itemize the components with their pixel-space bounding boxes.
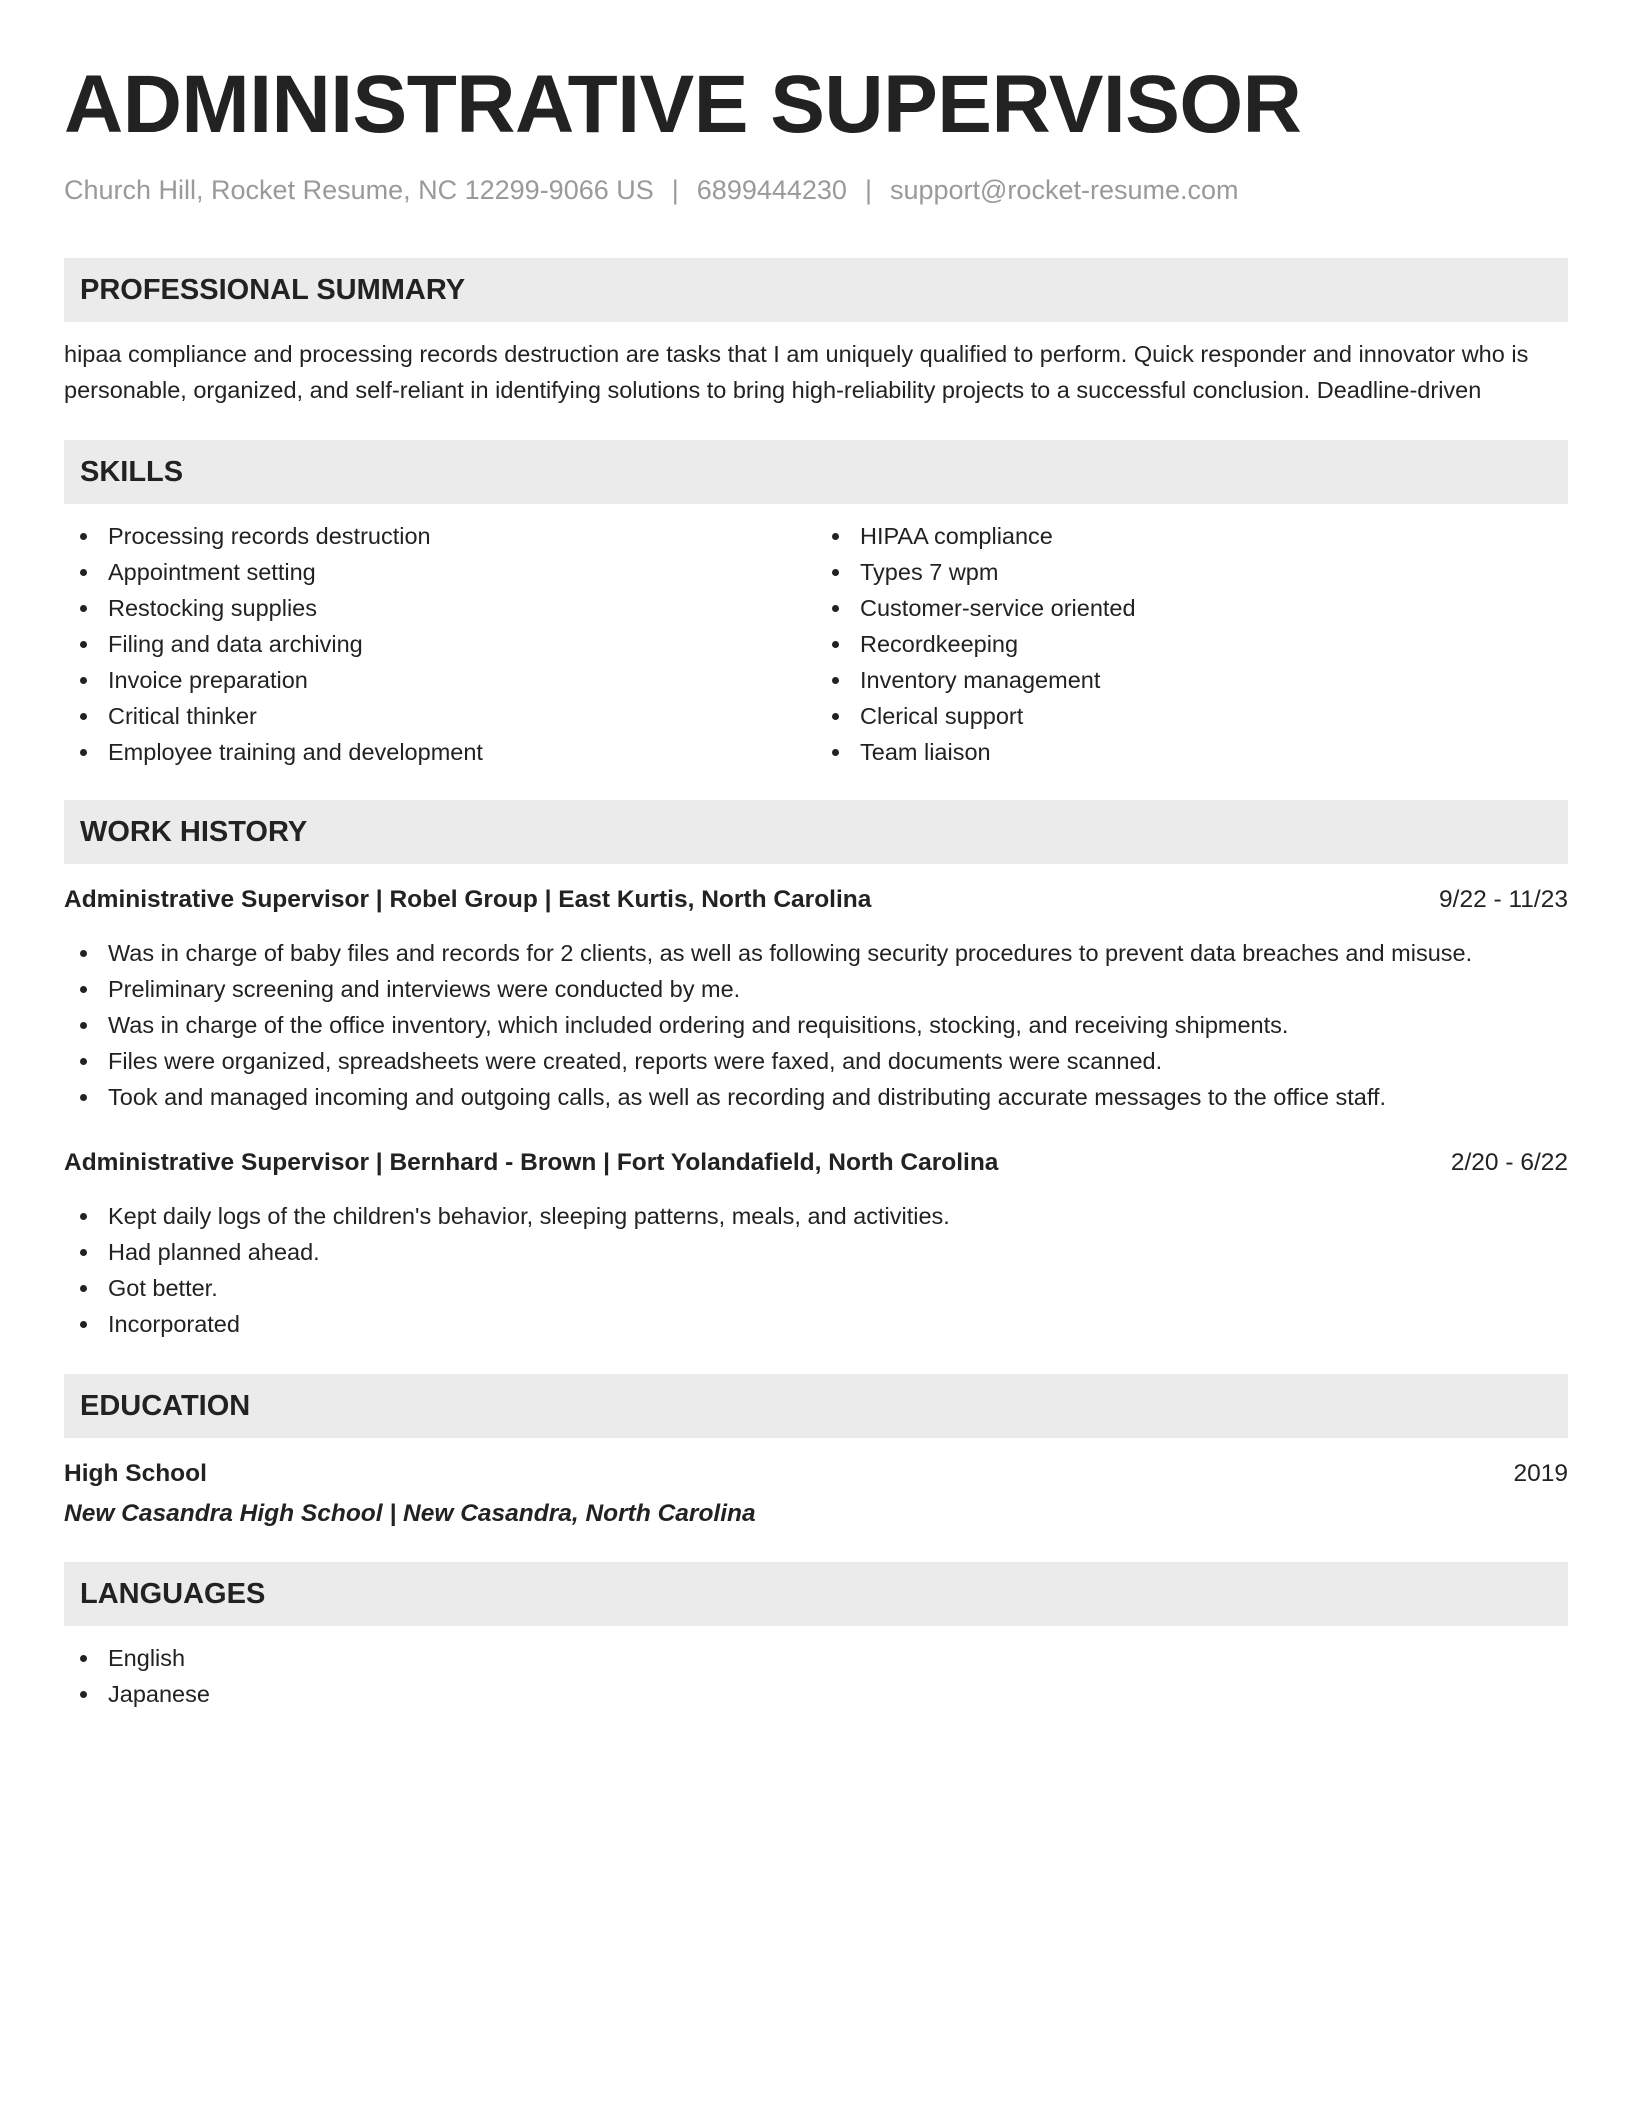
contact-separator: |	[671, 175, 679, 205]
section-heading-languages: LANGUAGES	[64, 1562, 1568, 1626]
candidate-name: ADMINISTRATIVE SUPERVISOR	[64, 59, 1302, 150]
skill-item: Inventory management	[816, 662, 1568, 698]
skill-item: Restocking supplies	[64, 590, 816, 626]
language-item: Japanese	[64, 1676, 1568, 1712]
section-heading-education: EDUCATION	[64, 1374, 1568, 1438]
job-dates: 9/22 - 11/23	[1439, 886, 1568, 914]
skill-item: Invoice preparation	[64, 662, 816, 698]
job-title-row	[64, 882, 1568, 918]
skill-item: Recordkeeping	[816, 626, 1568, 662]
job-bullet: Was in charge of the office inventory, which included ordering and requisitions, stocking, and receiving shipments.	[64, 1007, 1568, 1043]
education-year: 2019	[1513, 1460, 1568, 1488]
language-item: English	[64, 1640, 1568, 1676]
job-bullet: Had planned ahead.	[64, 1234, 1568, 1270]
skill-item: Team liaison	[816, 734, 1568, 770]
education-row	[64, 1456, 1568, 1492]
job-bullet: Got better.	[64, 1270, 1568, 1306]
job-title: Administrative Supervisor | Robel Group | East Kurtis, North Carolina	[64, 886, 872, 914]
job-bullets	[64, 1198, 1568, 1342]
job-bullet: Was in charge of baby files and records for 2 clients, as well as following security procedures to prevent data breaches and misuse.	[64, 935, 1568, 971]
job-bullet: Took and managed incoming and outgoing calls, as well as recording and distributing accurate messages to the office staff.	[64, 1079, 1568, 1115]
skill-item: Employee training and development	[64, 734, 816, 770]
job-bullet: Kept daily logs of the children's behavior, sleeping patterns, meals, and activities.	[64, 1198, 1568, 1234]
contact-separator: |	[864, 175, 872, 205]
education-degree: High School	[64, 1460, 207, 1488]
languages-list	[64, 1640, 1568, 1712]
section-heading-work-history: WORK HISTORY	[64, 800, 1568, 864]
job-dates: 2/20 - 6/22	[1450, 1149, 1568, 1177]
education-school: New Casandra High School | New Casandra, North Carolina	[64, 1500, 756, 1528]
summary-text: hipaa compliance and processing records destruction are tasks that I am uniquely qualified to perform. Quick responder and innovator who is personable, organized, and self-reliant in identifying solutions to bring high-reliability projects to a successful conclusion. Deadline-driven	[64, 341, 1529, 404]
skills-column-left	[64, 518, 816, 770]
job-bullet: Files were organized, spreadsheets were created, reports were faxed, and documents were scanned.	[64, 1043, 1568, 1079]
section-heading-skills: SKILLS	[64, 440, 1568, 504]
skills-list	[64, 518, 1568, 770]
job-bullet: Incorporated	[64, 1306, 1568, 1342]
contact-email: support@rocket-resume.com	[889, 175, 1239, 205]
skill-item: Appointment setting	[64, 554, 816, 590]
contact-phone: 6899444230	[696, 175, 847, 205]
skill-item: Processing records destruction	[64, 518, 816, 554]
skill-item: Types 7 wpm	[816, 554, 1568, 590]
job-entry	[64, 1145, 1568, 1342]
job-title-row	[64, 1145, 1568, 1181]
job-bullets	[64, 935, 1568, 1115]
skill-item: Critical thinker	[64, 698, 816, 734]
skills-column-right	[816, 518, 1568, 770]
job-entry	[64, 882, 1568, 1115]
skill-item: Filing and data archiving	[64, 626, 816, 662]
job-bullet: Preliminary screening and interviews were conducted by me.	[64, 971, 1568, 1007]
contact-line	[64, 174, 1568, 206]
section-heading-summary: PROFESSIONAL SUMMARY	[64, 258, 1568, 322]
skill-item: Clerical support	[816, 698, 1568, 734]
contact-address: Church Hill, Rocket Resume, NC 12299-9066 US	[64, 175, 654, 205]
skill-item: Customer-service oriented	[816, 590, 1568, 626]
job-title: Administrative Supervisor | Bernhard - Brown | Fort Yolandafield, North Carolina	[64, 1149, 999, 1177]
skill-item: HIPAA compliance	[816, 518, 1568, 554]
